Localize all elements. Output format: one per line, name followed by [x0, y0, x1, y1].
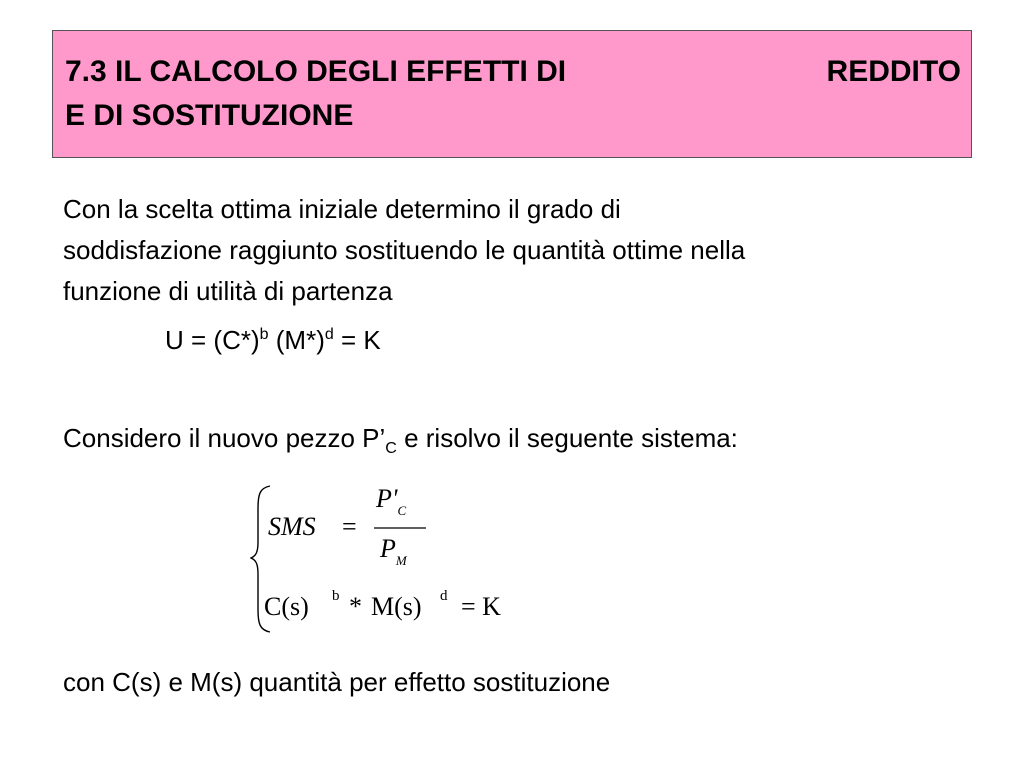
- utility-exponent-d: d: [324, 326, 334, 343]
- utility-formula: [165, 320, 381, 361]
- paragraph-new-price-before: Considero il nuovo pezzo P’: [63, 423, 386, 453]
- eq2-m-term: M(s): [371, 592, 422, 621]
- denominator-subscript: M: [395, 553, 407, 568]
- sms-label: SMS: [268, 512, 316, 541]
- equation-system: [250, 484, 550, 634]
- slide-title-box: [52, 30, 972, 158]
- eq2-exponent-d: d: [440, 588, 448, 604]
- paragraph-intro: [63, 189, 745, 312]
- eq2-c-term: C(s): [264, 592, 309, 621]
- utility-formula-part-3: = K: [333, 325, 381, 355]
- numerator-p: P': [376, 484, 398, 513]
- slide-title-line-2: E DI SOSTITUZIONE: [65, 99, 354, 132]
- price-subscript-c: C: [385, 440, 397, 457]
- fraction-numerator: [376, 484, 407, 518]
- eq2-multiply: *: [349, 592, 362, 621]
- fraction-denominator: [380, 534, 407, 568]
- paragraph-intro-line-2: soddisfazione raggiunto sostituendo le quantità ottime nella: [63, 235, 746, 265]
- utility-exponent-b: b: [259, 326, 269, 343]
- slide-title-line-1: [65, 55, 961, 89]
- paragraph-new-price-after: e risolvo il seguente sistema:: [396, 423, 738, 453]
- title-line-1-left: 7.3 IL CALCOLO DEGLI EFFETTI DI: [65, 55, 567, 88]
- paragraph-intro-line-1: Con la scelta ottima iniziale determino il grado di: [63, 194, 621, 224]
- numerator-subscript: C: [397, 503, 407, 518]
- paragraph-conclusion: con C(s) e M(s) quantità per effetto sostituzione: [63, 667, 611, 697]
- utility-formula-part-1: U = (C*): [165, 325, 260, 355]
- eq2-exponent-b: b: [332, 588, 340, 604]
- paragraph-new-price: [63, 418, 738, 459]
- utility-formula-part-2: (M*): [268, 325, 325, 355]
- denominator-p: P: [380, 534, 396, 563]
- eq2-rhs: = K: [461, 592, 501, 621]
- equals-sign-1: =: [342, 512, 357, 541]
- paragraph-intro-line-3: funzione di utilità di partenza: [63, 276, 393, 306]
- title-line-1-right: REDDITO: [826, 55, 961, 88]
